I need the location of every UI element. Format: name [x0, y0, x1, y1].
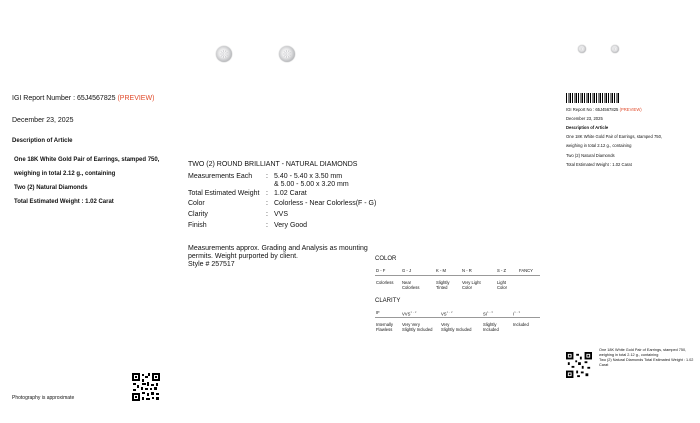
- color-description: Color: [497, 285, 508, 290]
- color-grade: FANCY: [519, 268, 533, 273]
- clarity-description: Slightly Included: [402, 327, 433, 332]
- notes-line-1: Measurements approx. Grading and Analysis as mounting: [188, 245, 368, 252]
- clarity-grade: SI$^{1 - 3}$: [483, 310, 493, 317]
- color-grade: K - M: [436, 268, 447, 273]
- small-description-line-3: Two (2) Natural Diamonds: [566, 153, 615, 158]
- notes-line-2: permits. Weight purported by client.: [188, 253, 298, 260]
- description-line-2: weighing in total 2.12 g., containing: [14, 171, 116, 177]
- mini-qr-code-icon: [566, 352, 592, 378]
- clarity-description: Very Very: [402, 322, 420, 327]
- clarity-grade: $I^{1 - 3}$: [513, 310, 521, 317]
- description-line-4: Total Estimated Weight : 1.02 Carat: [14, 199, 114, 205]
- color-description: Slightly: [436, 280, 450, 285]
- clarity-description: Included: [483, 327, 499, 332]
- clarity-scale-line: [375, 317, 540, 318]
- clarity-scale-title: CLARITY: [375, 298, 401, 304]
- earring-thumb-right: [611, 45, 619, 53]
- clarity-description: Slightly Included: [441, 327, 472, 332]
- color-description: Near: [402, 280, 412, 285]
- measurement-value: Colorless - Near Colorless(F - G): [274, 200, 377, 207]
- measurement-value: VVS: [274, 211, 289, 218]
- color-description: Color: [462, 285, 473, 290]
- mini-description-line-2: weighing in total 2.12 g., containing: [599, 353, 659, 357]
- report-date: December 23, 2025: [12, 117, 74, 124]
- color-grade: G - J: [402, 268, 412, 273]
- small-description-heading: Description of Article: [566, 125, 609, 130]
- earring-photo-right: [279, 46, 295, 62]
- clarity-description: Very: [441, 322, 450, 327]
- measurement-label: Total Estimated Weight: [188, 190, 260, 197]
- photo-note: Photography is approximate: [12, 395, 75, 401]
- earring-thumb-left: [578, 45, 586, 53]
- barcode-icon: [566, 93, 620, 103]
- small-description-line-4: Total Estimated Weight : 1.02 Carat: [566, 162, 632, 167]
- clarity-description: Internally: [376, 322, 393, 327]
- clarity-description: Included: [513, 322, 529, 327]
- small-description-line-1: One 18K White Gold Pair of Earrings, stamped 750,: [566, 134, 663, 139]
- color-grade: S - Z: [497, 268, 507, 273]
- color-description: Colorless: [402, 285, 420, 290]
- clarity-grade: VVS$^{1 - 2}$: [402, 310, 417, 317]
- measurement-value: 5.40 - 5.40 x 3.50 mm: [274, 173, 343, 180]
- color-description: Tinted: [436, 285, 448, 290]
- color-description: Light: [497, 280, 507, 285]
- color-description: Colorless: [376, 280, 394, 285]
- small-report-date: December 23, 2025: [566, 116, 603, 121]
- small-report-number: IGI Report No : 65J4567825 (PREVIEW): [566, 107, 642, 112]
- measurement-value: 1.02 Carat: [274, 190, 307, 197]
- description-line-3: Two (2) Natural Diamonds: [14, 185, 88, 191]
- measurement-value: Very Good: [274, 222, 308, 229]
- small-preview-tag: (PREVIEW): [619, 107, 642, 112]
- mini-description-line-3: Two (2) Natural Diamonds Total Estimated Weight : 1.02: [599, 358, 694, 362]
- description-line-1: One 18K White Gold Pair of Earrings, stamped 750,: [14, 157, 160, 163]
- measurement-label: Finish: [188, 222, 207, 229]
- color-grade: N - R: [462, 268, 472, 273]
- measurement-label: Measurements Each: [188, 173, 253, 180]
- measurement-label: Clarity: [188, 211, 208, 218]
- report-number: IGI Report Number : 65J4567825 (PREVIEW): [12, 95, 155, 102]
- clarity-grade: IF: [376, 310, 380, 315]
- mini-description-line-4: Carat: [599, 363, 609, 367]
- clarity-description: Flawless: [376, 327, 393, 332]
- notes-line-3: Style # 257517: [188, 261, 235, 268]
- color-scale-title: COLOR: [375, 256, 397, 262]
- clarity-description: Slightly: [483, 322, 497, 327]
- mini-description-line-1: One 18K White Gold Pair of Earrings, stamped 750,: [599, 348, 687, 352]
- description-heading: Description of Article: [12, 138, 73, 144]
- color-grade: D - F: [376, 268, 386, 273]
- measurement-label: Color: [188, 200, 205, 207]
- measurement-value-2: & 5.00 - 5.00 x 3.20 mm: [274, 181, 349, 188]
- qr-code-icon: [132, 373, 160, 401]
- preview-tag: (PREVIEW): [117, 95, 155, 102]
- color-scale-line: [375, 275, 540, 276]
- stone-heading: TWO (2) ROUND BRILLIANT - NATURAL DIAMONDS: [188, 161, 358, 168]
- color-description: Very Light: [462, 280, 481, 285]
- earring-photo-left: [216, 46, 232, 62]
- small-description-line-2: weighing in total 2.12 g., containing: [566, 143, 632, 148]
- clarity-grade: VS$^{1 - 2}$: [441, 310, 453, 317]
